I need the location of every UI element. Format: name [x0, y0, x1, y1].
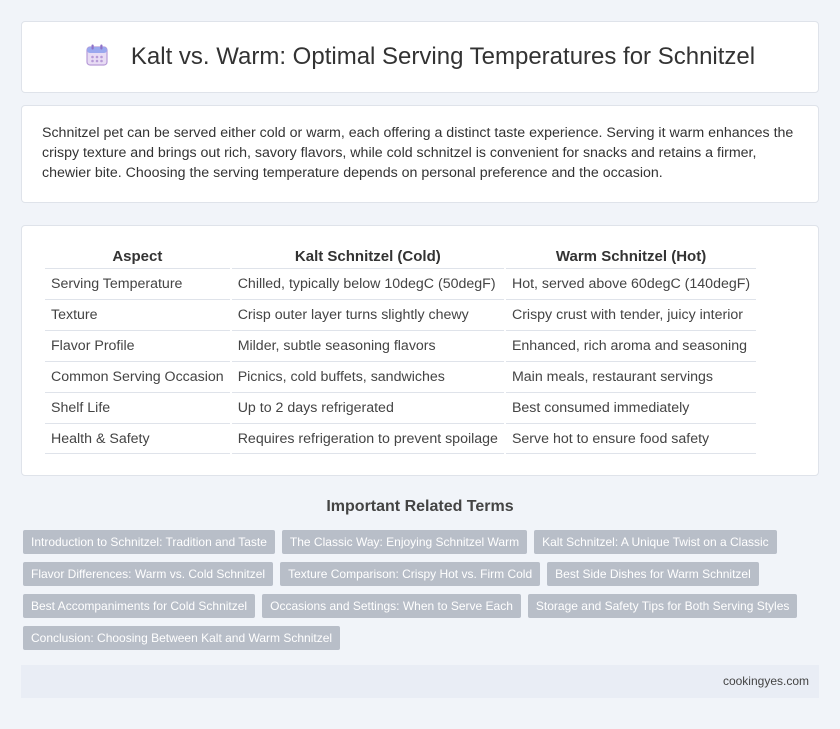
related-term-tag[interactable]: Kalt Schnitzel: A Unique Twist on a Classic: [534, 530, 777, 554]
related-term-tag[interactable]: Texture Comparison: Crispy Hot vs. Firm Cold: [280, 562, 540, 586]
related-terms-title: Important Related Terms: [326, 498, 514, 515]
table-cell: Requires refrigeration to prevent spoilage: [232, 423, 504, 454]
intro-card: [21, 105, 819, 203]
intro-paragraph: Schnitzel pet can be served either cold or warm, each offering a distinct taste experience. Serving it warm enhances the crispy texture and brings out rich, savory flavors, while cold schnitzel is convenient for snacks and retains a firmer, chewier bite. Choosing the serving temperature depends on personal preference and the occasion.: [42, 125, 794, 181]
table-cell: Health & Safety: [45, 423, 230, 454]
related-term-tag[interactable]: Best Side Dishes for Warm Schnitzel: [547, 562, 759, 586]
table-cell: Serving Temperature: [45, 268, 230, 299]
table-cell: Enhanced, rich aroma and seasoning: [506, 330, 756, 361]
table-row: [45, 268, 756, 299]
related-term-tag[interactable]: Occasions and Settings: When to Serve Each: [262, 594, 521, 618]
table-cell: Best consumed immediately: [506, 392, 756, 423]
table-cell: Shelf Life: [45, 392, 230, 423]
table-cell: Picnics, cold buffets, sandwiches: [232, 361, 504, 392]
related-terms-list: [23, 530, 813, 650]
table-row: [45, 299, 756, 330]
table-cell: Serve hot to ensure food safety: [506, 423, 756, 454]
table-cell: Main meals, restaurant servings: [506, 361, 756, 392]
table-cell: Crispy crust with tender, juicy interior: [506, 299, 756, 330]
table-row: [45, 392, 756, 423]
table-cell: Flavor Profile: [45, 330, 230, 361]
table-header-row: [45, 244, 756, 268]
table-cell: Chilled, typically below 10degC (50degF): [232, 268, 504, 299]
table-cell: Crisp outer layer turns slightly chewy: [232, 299, 504, 330]
related-term-tag[interactable]: Conclusion: Choosing Between Kalt and Warm Schnitzel: [23, 626, 340, 650]
column-header-cold: Kalt Schnitzel (Cold): [294, 248, 441, 265]
table-cell: Up to 2 days refrigerated: [232, 392, 504, 423]
related-term-tag[interactable]: Best Accompaniments for Cold Schnitzel: [23, 594, 255, 618]
header-card: [21, 21, 819, 93]
page-title: Kalt vs. Warm: Optimal Serving Temperatures for Schnitzel: [130, 43, 756, 70]
footer-site-name: cookingyes.com: [722, 674, 809, 688]
table-row: [45, 330, 756, 361]
calendar-icon: [85, 43, 109, 72]
table-cell: Hot, served above 60degC (140degF): [506, 268, 756, 299]
related-term-tag[interactable]: The Classic Way: Enjoying Schnitzel Warm: [282, 530, 527, 554]
column-header-hot: Warm Schnitzel (Hot): [555, 248, 707, 265]
comparison-table: [43, 244, 758, 454]
related-term-tag[interactable]: Introduction to Schnitzel: Tradition and Taste: [23, 530, 275, 554]
table-row: [45, 361, 756, 392]
table-cell: Common Serving Occasion: [45, 361, 230, 392]
table-cell: Milder, subtle seasoning flavors: [232, 330, 504, 361]
table-cell: Texture: [45, 299, 230, 330]
footer: [21, 665, 819, 698]
column-header-aspect: Aspect: [112, 248, 163, 265]
related-term-tag[interactable]: Storage and Safety Tips for Both Serving Styles: [528, 594, 797, 618]
related-term-tag[interactable]: Flavor Differences: Warm vs. Cold Schnitzel: [23, 562, 273, 586]
comparison-card: [21, 225, 819, 476]
table-row: [45, 423, 756, 454]
